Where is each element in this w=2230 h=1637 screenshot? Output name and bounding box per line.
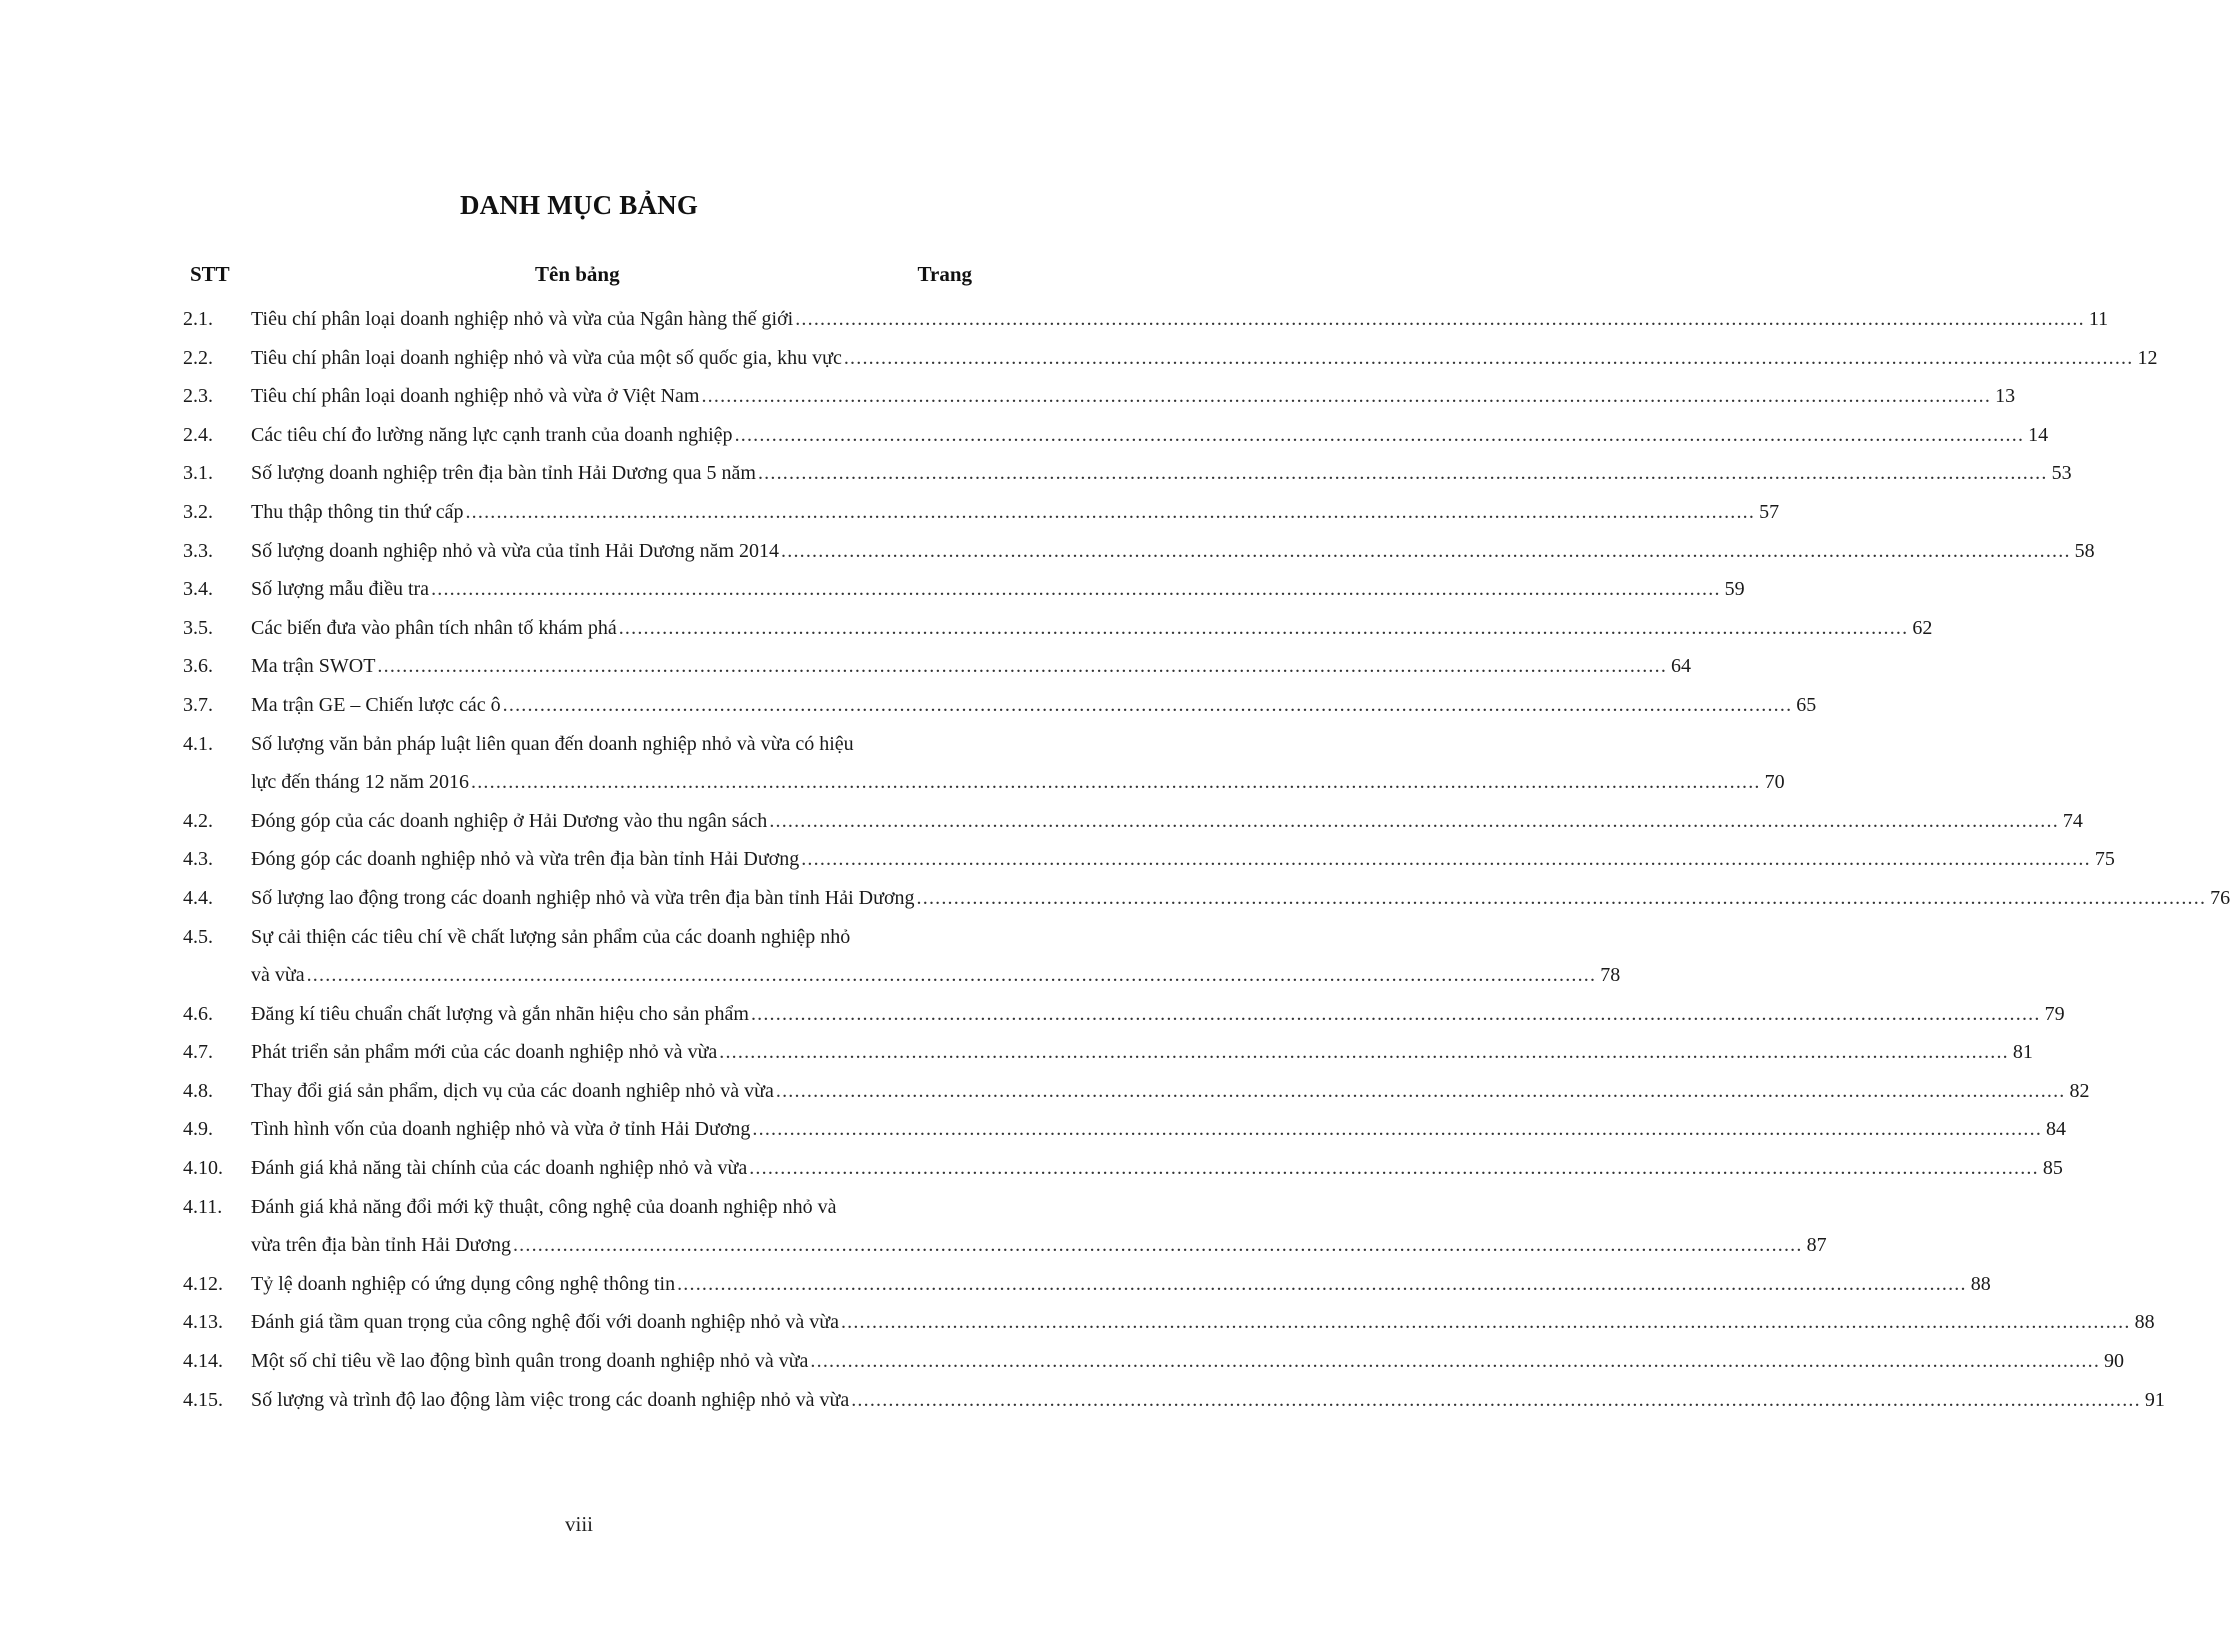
entry-line — [251, 802, 2083, 841]
toc-entry-line — [183, 879, 2230, 918]
toc-entry-line — [183, 1188, 976, 1227]
entry-line — [251, 1303, 2155, 1342]
entry-page-number[interactable]: 64 — [1671, 655, 1692, 678]
dot-leader: ................................................................................................................................................................................................................ — [618, 616, 1909, 639]
dot-leader: ................................................................................................................................................................................................................ — [677, 1272, 1967, 1295]
entry-number: 4.3. — [183, 848, 213, 871]
toc-entry-line — [183, 802, 2083, 841]
entry-number: 4.2. — [183, 809, 213, 832]
toc-entry-line — [183, 570, 1745, 609]
toc-entry-line — [183, 377, 2016, 416]
entry-title[interactable]: Các tiêu chí đo lường năng lực cạnh tranh của doanh nghiệp — [251, 423, 733, 446]
entry-title[interactable]: Đăng kí tiêu chuẩn chất lượng và gắn nhãn hiệu cho sản phẩm — [251, 1002, 749, 1025]
entry-line — [251, 570, 1745, 609]
entry-title[interactable]: Tình hình vốn của doanh nghiệp nhỏ và vừa ở tỉnh Hải Dương — [251, 1118, 751, 1141]
entry-title[interactable]: Các biến đưa vào phân tích nhân tố khám phá — [251, 616, 617, 639]
entry-line — [251, 686, 1817, 725]
dot-leader: ................................................................................................................................................................................................................ — [916, 886, 2207, 909]
entry-page-number[interactable]: 74 — [2062, 809, 2083, 832]
dot-leader: ................................................................................................................................................................................................................ — [502, 693, 1793, 716]
entry-page-number[interactable]: 82 — [2069, 1079, 2090, 1102]
column-header-page: Trang — [917, 262, 972, 286]
entry-number: 4.4. — [183, 886, 213, 909]
toc-entry-line — [183, 686, 1817, 725]
entry-number: 2.3. — [183, 385, 213, 408]
dot-leader: ................................................................................................................................................................................................................ — [465, 500, 1756, 523]
dot-leader: ................................................................................................................................................................................................................ — [781, 539, 2071, 562]
entry-title[interactable]: vừa trên địa bàn tỉnh Hải Dương — [251, 1234, 511, 1257]
page-title: DANH MỤC BẢNG — [459, 190, 699, 220]
entry-title[interactable]: Số lượng và trình độ lao động làm việc trong các doanh nghiệp nhỏ và vừa — [251, 1388, 850, 1411]
entry-title[interactable]: lực đến tháng 12 năm 2016 — [251, 771, 470, 794]
entry-line — [251, 918, 916, 957]
entry-number: 4.12. — [183, 1272, 223, 1295]
entry-title[interactable]: và vừa — [251, 964, 305, 987]
entry-title[interactable]: Một số chỉ tiêu về lao động bình quân trong doanh nghiệp nhỏ và vừa — [251, 1350, 809, 1373]
entry-number: 4.10. — [183, 1157, 223, 1180]
entry-number: 4.14. — [183, 1350, 223, 1373]
dot-leader: ................................................................................................................................................................................................................ — [757, 462, 2048, 485]
entry-line — [251, 300, 2109, 339]
entry-number: 2.4. — [183, 423, 213, 446]
entry-page-number[interactable]: 62 — [1912, 616, 1933, 639]
entry-page-number[interactable]: 79 — [2044, 1002, 2065, 1025]
entry-line — [251, 609, 1933, 648]
entry-page-number[interactable]: 85 — [2042, 1157, 2063, 1180]
entry-number: 3.3. — [183, 539, 213, 562]
entry-number: 4.7. — [183, 1041, 213, 1064]
entry-page-number[interactable]: 59 — [1724, 578, 1745, 601]
entry-number: 4.1. — [183, 732, 213, 755]
toc-entry-line — [183, 416, 2049, 455]
entry-title[interactable]: Tiêu chí phân loại doanh nghiệp nhỏ và vừa của một số quốc gia, khu vực — [251, 346, 842, 369]
dot-leader: ................................................................................................................................................................................................................ — [512, 1234, 1803, 1257]
entry-line — [251, 1381, 2165, 1420]
entry-title[interactable]: Sự cải thiện các tiêu chí về chất lượng sản phẩm của các doanh nghiệp nhỏ — [251, 925, 851, 948]
entry-line — [251, 995, 2065, 1034]
dot-leader: ................................................................................................................................................................................................................ — [769, 809, 2059, 832]
entry-page-number[interactable]: 81 — [2012, 1041, 2033, 1064]
entry-line — [251, 493, 1780, 532]
entry-title[interactable]: Thu thập thông tin thứ cấp — [251, 500, 464, 523]
toc-entry-line — [183, 1072, 2090, 1111]
entry-number: 3.6. — [183, 655, 213, 678]
entry-page-number[interactable]: 88 — [2134, 1311, 2155, 1334]
entry-page-number[interactable]: 87 — [1806, 1234, 1827, 1257]
dot-leader: ................................................................................................................................................................................................................ — [851, 1388, 2141, 1411]
toc-entry-line — [183, 1033, 2033, 1072]
entry-page-number[interactable]: 57 — [1759, 500, 1780, 523]
entry-page-number[interactable]: 88 — [1970, 1272, 1991, 1295]
entry-title[interactable]: Ma trận GE – Chiến lược các ô — [251, 693, 501, 716]
entry-title[interactable]: Đánh giá khả năng tài chính của các doanh nghiệp nhỏ và vừa — [251, 1157, 748, 1180]
dot-leader: ................................................................................................................................................................................................................ — [701, 385, 1992, 408]
toc-entry-line — [183, 995, 2065, 1034]
entry-line — [251, 1265, 1991, 1304]
entry-line — [251, 339, 2158, 378]
entry-line — [251, 1072, 2090, 1111]
dot-leader: ................................................................................................................................................................................................................ — [775, 1079, 2066, 1102]
dot-leader: ................................................................................................................................................................................................................ — [801, 848, 2091, 871]
entry-line — [251, 1033, 2033, 1072]
entry-line — [251, 647, 1692, 686]
entry-title[interactable]: Thay đổi giá sản phẩm, dịch vụ của các doanh nghiêp nhỏ và vừa — [251, 1079, 774, 1102]
column-header-name: Tên bảng — [535, 262, 620, 286]
entry-line — [251, 725, 916, 764]
table-of-tables — [183, 300, 2230, 1419]
entry-page-number[interactable]: 13 — [1995, 385, 2016, 408]
entry-number: 3.2. — [183, 500, 213, 523]
entry-title[interactable]: Số lượng mẫu điều tra — [251, 578, 430, 601]
entry-page-number[interactable]: 90 — [2104, 1350, 2125, 1373]
toc-entry-line — [183, 956, 1621, 995]
dot-leader: ................................................................................................................................................................................................................ — [719, 1041, 2009, 1064]
entry-page-number[interactable]: 65 — [1796, 693, 1817, 716]
entry-number: 4.6. — [183, 1002, 213, 1025]
table-header — [0, 262, 1158, 292]
entry-line — [251, 1226, 1827, 1265]
entry-line — [251, 416, 2049, 455]
entry-number: 3.4. — [183, 578, 213, 601]
entry-number: 4.9. — [183, 1118, 213, 1141]
entry-line — [251, 1342, 2125, 1381]
toc-entry-line — [183, 300, 2109, 339]
entry-number: 4.13. — [183, 1311, 223, 1334]
entry-number: 3.7. — [183, 693, 213, 716]
toc-entry-line — [183, 1149, 2063, 1188]
entry-line — [251, 532, 2095, 571]
entry-page-number[interactable]: 78 — [1600, 964, 1621, 987]
entry-number: 2.1. — [183, 308, 213, 330]
entry-title[interactable]: Đánh giá tầm quan trọng của công nghệ đối với doanh nghiệp nhỏ và vừa — [251, 1311, 839, 1334]
toc-entry-line — [183, 840, 2115, 879]
entry-page-number[interactable]: 84 — [2046, 1118, 2067, 1141]
entry-number: 4.15. — [183, 1388, 223, 1411]
column-header-stt: STT — [190, 262, 230, 286]
dot-leader: ................................................................................................................................................................................................................ — [840, 1311, 2131, 1334]
entry-page-number[interactable]: 53 — [2051, 462, 2072, 485]
entry-line — [251, 763, 1785, 802]
entry-title[interactable]: Số lượng lao động trong các doanh nghiệp nhỏ và vừa trên địa bàn tỉnh Hải Dương — [251, 886, 915, 909]
entry-number: 3.5. — [183, 616, 213, 639]
entry-line — [251, 1188, 916, 1227]
entry-number: 4.11. — [183, 1195, 223, 1218]
entry-title[interactable]: Phát triển sản phẩm mới của các doanh nghiệp nhỏ và vừa — [251, 1041, 718, 1064]
dot-leader: ................................................................................................................................................................................................................ — [810, 1350, 2101, 1373]
dot-leader: ................................................................................................................................................................................................................ — [750, 1002, 2041, 1025]
toc-entry-line — [183, 454, 2072, 493]
dot-leader: ................................................................................................................................................................................................................ — [734, 423, 2025, 446]
toc-entry-line — [183, 725, 976, 764]
toc-entry-line — [183, 918, 976, 957]
toc-entry-line — [183, 647, 1692, 686]
entry-title[interactable]: Đánh giá khả năng đổi mới kỹ thuật, công nghệ của doanh nghiệp nhỏ và — [251, 1195, 837, 1218]
entry-page-number[interactable]: 14 — [2028, 423, 2049, 446]
entry-line — [251, 454, 2072, 493]
dot-leader: ................................................................................................................................................................................................................ — [843, 346, 2134, 369]
entry-number: 4.8. — [183, 1079, 213, 1102]
entry-title[interactable]: Tiêu chí phân loại doanh nghiệp nhỏ và vừa ở Việt Nam — [251, 385, 700, 408]
dot-leader: ................................................................................................................................................................................................................ — [752, 1118, 2043, 1141]
entry-title[interactable]: Tỷ lệ doanh nghiệp có ứng dụng công nghệ thông tin — [251, 1272, 676, 1295]
toc-entry-line — [183, 493, 1780, 532]
entry-title[interactable]: Số lượng doanh nghiệp trên địa bàn tỉnh Hải Dương qua 5 năm — [251, 462, 756, 485]
toc-entry-line — [183, 1342, 2125, 1381]
entry-title[interactable]: Ma trận SWOT — [251, 655, 376, 678]
dot-leader: ................................................................................................................................................................................................................ — [749, 1157, 2039, 1180]
entry-page-number[interactable]: 11 — [2088, 308, 2109, 330]
toc-entry-line — [183, 1226, 1827, 1265]
entry-title[interactable]: Số lượng văn bản pháp luật liên quan đến doanh nghiệp nhỏ và vừa có hiệu — [251, 732, 854, 755]
toc-entry-line — [183, 1110, 2067, 1149]
entry-page-number[interactable]: 12 — [2137, 346, 2158, 369]
entry-line — [251, 840, 2115, 879]
toc-entry-line — [183, 1381, 2165, 1420]
toc-entry-line — [183, 763, 1785, 802]
entry-number: 4.5. — [183, 925, 213, 948]
entry-page-number[interactable]: 58 — [2074, 539, 2095, 562]
entry-page-number[interactable]: 91 — [2144, 1388, 2165, 1411]
dot-leader: ................................................................................................................................................................................................................ — [471, 771, 1761, 794]
entry-title[interactable]: Tiêu chí phân loại doanh nghiệp nhỏ và vừa của Ngân hàng thế giới — [251, 308, 794, 330]
toc-entry-line — [183, 609, 1933, 648]
entry-page-number[interactable]: 75 — [2094, 848, 2115, 871]
entry-line — [251, 1149, 2063, 1188]
entry-page-number[interactable]: 76 — [2210, 886, 2230, 909]
entry-page-number[interactable]: 70 — [1764, 771, 1785, 794]
dot-leader: ................................................................................................................................................................................................................ — [795, 308, 2085, 330]
entry-line — [251, 377, 2016, 416]
dot-leader: ................................................................................................................................................................................................................ — [306, 964, 1597, 987]
toc-entry-line — [183, 339, 2158, 378]
entry-line — [251, 956, 1621, 995]
entry-number: 2.2. — [183, 346, 213, 369]
toc-entry-line — [183, 1303, 2155, 1342]
dot-leader: ................................................................................................................................................................................................................ — [377, 655, 1668, 678]
entry-title[interactable]: Đóng góp của các doanh nghiệp ở Hải Dương vào thu ngân sách — [251, 809, 768, 832]
entry-line — [251, 1110, 2067, 1149]
entry-number: 3.1. — [183, 462, 213, 485]
toc-entry-line — [183, 1265, 1991, 1304]
toc-entry-line — [183, 532, 2095, 571]
entry-title[interactable]: Số lượng doanh nghiệp nhỏ và vừa của tỉnh Hải Dương năm 2014 — [251, 539, 780, 562]
entry-title[interactable]: Đóng góp các doanh nghiệp nhỏ và vừa trên địa bàn tỉnh Hải Dương — [251, 848, 800, 871]
entry-line — [251, 879, 2230, 918]
page-number: viii — [564, 1512, 593, 1536]
dot-leader: ................................................................................................................................................................................................................ — [431, 578, 1721, 601]
